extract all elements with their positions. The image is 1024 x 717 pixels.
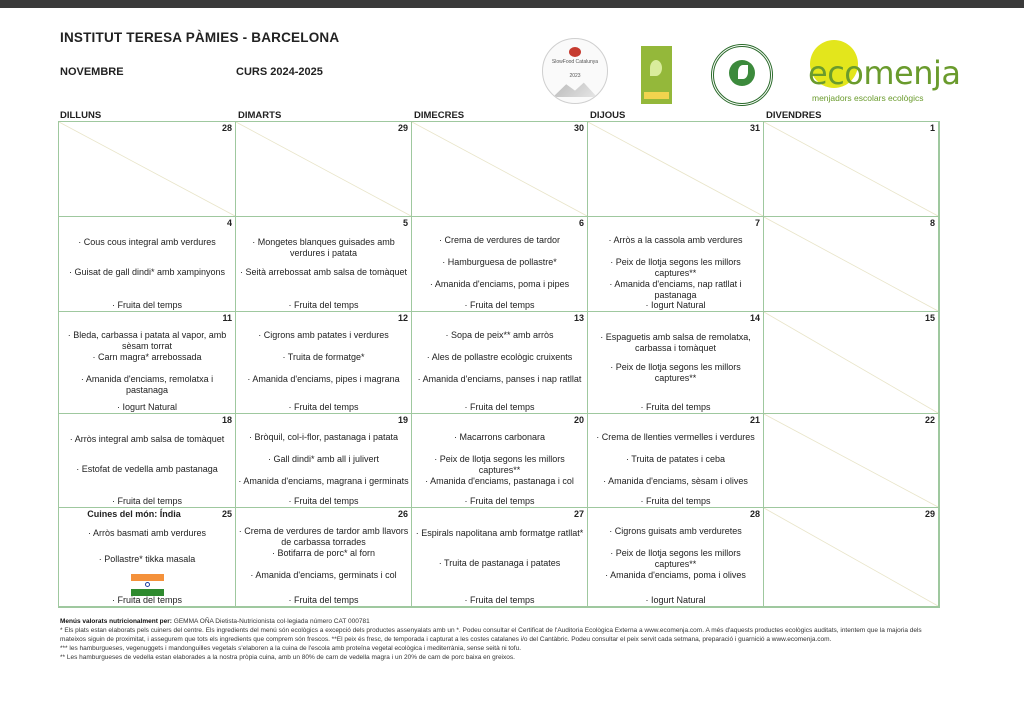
menu-dish: · Amanida d'enciams, remolatxa i pastanaga xyxy=(80,374,214,395)
day-cell xyxy=(59,122,236,217)
india-flag-icon xyxy=(131,574,164,596)
day-cell xyxy=(412,122,588,217)
menu-dish: · Crema de verdures de tardor xyxy=(438,235,561,245)
day-number: 19 xyxy=(397,415,408,425)
day-cell xyxy=(412,414,588,508)
menu-dish: · Amanida d'enciams, nap ratllat i pastanaga xyxy=(609,279,742,300)
menu-dish: · Fruita del temps xyxy=(288,595,359,605)
menu-dish: · Amanida d'enciams, germinats i col xyxy=(250,570,397,580)
menu-dish: · Fruita del temps xyxy=(111,595,183,605)
empty-day-diagonal xyxy=(412,122,587,216)
menu-dish: · Arròs basmati amb verdures xyxy=(87,528,207,538)
mountain-icon xyxy=(553,81,597,97)
ecomenja-tagline: menjadors escolars ecològics xyxy=(812,93,924,103)
day-number: 30 xyxy=(573,123,584,133)
menu-dish: · Fruita del temps xyxy=(111,496,183,506)
menu-dish: · Ales de pollastre ecològic cruixents xyxy=(426,352,573,362)
menu-dish: · Seità arrebossat amb salsa de tomàquet xyxy=(239,267,408,277)
day-number: 28 xyxy=(749,509,760,519)
menu-dish: · Espirals napolitana amb formatge ratllat* xyxy=(415,528,584,538)
day-number: 22 xyxy=(924,415,935,425)
day-cell xyxy=(236,217,412,312)
menu-dish: · Truita de formatge* xyxy=(282,352,365,362)
empty-day-diagonal xyxy=(588,122,763,216)
menu-dish: · Amanida d'enciams, poma i pipes xyxy=(429,279,570,289)
course-label: CURS 2024-2025 xyxy=(236,66,323,78)
day-cell xyxy=(412,312,588,414)
menu-dish: · Truita de pastanaga i patates xyxy=(438,558,561,568)
menu-dish: · Espaguetis amb salsa de remolatxa, carbassa i tomàquet xyxy=(600,332,751,353)
menu-dish: · Fruita del temps xyxy=(288,402,359,412)
day-number: 8 xyxy=(929,218,935,228)
menu-dish: · Estofat de vedella amb pastanaga xyxy=(76,464,218,474)
menu-dish: · Iogurt Natural xyxy=(116,402,178,412)
footer-notes xyxy=(60,617,940,662)
menu-dish: · Fruita del temps xyxy=(464,300,535,310)
leaf-icon xyxy=(650,60,662,76)
day-number: 29 xyxy=(397,123,408,133)
menu-dish: · Amanida d'enciams, sèsam i olives xyxy=(603,476,748,486)
school-title: INSTITUT TERESA PÀMIES - BARCELONA xyxy=(60,30,340,45)
day-number: 21 xyxy=(749,415,760,425)
menu-dish: · Peix de llotja segons les millors captures** xyxy=(610,548,741,569)
green-certification-logo xyxy=(641,46,672,104)
menu-dish: · Fruita del temps xyxy=(640,496,711,506)
day-number: 11 xyxy=(222,313,232,323)
footer-note-2: *** les hamburgueses, vegenuggets i mandonguilles vegetals s'elaboren a la cuina de l'escola amb proteïna vegetal ecològica i mediterrània, sense seità ni tofu. xyxy=(60,645,522,652)
day-header-thursday: DIJOUS xyxy=(590,110,626,121)
menu-calendar-grid xyxy=(58,121,940,608)
menu-dish: · Hamburguesa de pollastre* xyxy=(442,257,557,267)
day-cell xyxy=(236,312,412,414)
menu-dish: · Peix de llotja segons les millors captures** xyxy=(610,257,741,278)
menu-dish: · Mongetes blanques guisades amb verdures i patata xyxy=(252,237,395,258)
day-cell xyxy=(59,414,236,508)
day-header-wednesday: DIMECRES xyxy=(414,110,465,121)
menu-dish: · Botifarra de porc* al forn xyxy=(271,548,376,558)
menu-dish: · Cous cous integral amb verdures xyxy=(78,237,216,247)
day-number: 14 xyxy=(749,313,760,323)
menu-dish: · Peix de llotja segons les millors captures** xyxy=(434,454,565,475)
menu-dish: · Carn magra* arrebossada xyxy=(92,352,202,362)
menu-dish: · Bròquil, col-i-flor, pastanaga i patata xyxy=(248,432,399,442)
menu-dish: · Iogurt Natural xyxy=(645,300,706,310)
day-cell xyxy=(588,414,764,508)
viewer-top-bar xyxy=(0,0,1024,8)
empty-day-diagonal xyxy=(59,122,235,216)
menu-dish: · Bleda, carbassa i patata al vapor, amb sèsam torrat xyxy=(67,330,227,351)
day-cell xyxy=(59,312,236,414)
day-number: 27 xyxy=(573,509,584,519)
day-number: 1 xyxy=(929,123,935,133)
day-number: 20 xyxy=(573,415,584,425)
footer-note-1: * Els plats estan elaborats pels cuiners del centre. Els ingredients del menú són ecològics a excepció dels productes assenyalats amb un *. Podeu consultar el Certificat de l'Auditoria Ecològica Externa a www.ecomenja.com. A més d'aquests productes ecològics auditats, intentem que la majoria dels mateixos siguin de proximitat, i assegurem que tots els ingredients que comprem són frescos. **El peix és fresc, de temporada i capturat a les costes catalanes i/o del Cantàbric. Podeu consultar el peix servit cada setmana, preparació i guarnició a www.ecomenja.com. xyxy=(60,627,922,643)
menu-dish: · Crema de llenties vermelles i verdures xyxy=(596,432,755,442)
theme-label: Cuines del món: Índia xyxy=(87,509,181,519)
day-cell xyxy=(764,122,939,217)
ecomenja-wordmark: ecomenja xyxy=(808,54,961,92)
day-cell xyxy=(588,122,764,217)
menu-dish: · Fruita del temps xyxy=(111,300,183,310)
menu-dish: · Amanida d'enciams, magrana i germinats xyxy=(238,476,409,486)
footer-valorats xyxy=(60,617,940,626)
menu-dish: · Peix de llotja segons les millors captures** xyxy=(610,362,741,383)
day-header-friday: DIVENDRES xyxy=(766,110,822,121)
day-cell xyxy=(412,508,588,607)
menu-dish: · Gall dindi* amb all i julivert xyxy=(267,454,380,464)
menu-dish: · Crema de verdures de tardor amb llavors de carbassa torrades xyxy=(238,526,409,547)
day-cell xyxy=(764,414,939,508)
day-cell xyxy=(764,217,939,312)
day-cell xyxy=(764,312,939,414)
day-cell xyxy=(588,312,764,414)
menu-dish: · Amanida d'enciams, pastanaga i col xyxy=(425,476,574,486)
empty-day-diagonal xyxy=(764,312,938,413)
day-cell xyxy=(412,217,588,312)
menu-dish: · Arròs a la cassola amb verdures xyxy=(608,235,743,245)
day-cell xyxy=(59,217,236,312)
footer-valorats-label: Menús valorats nutricionalment per: xyxy=(60,618,172,625)
menu-dish: · Cigrons amb patates i verdures xyxy=(258,330,389,340)
menu-dish: · Macarrons carbonara xyxy=(453,432,546,442)
day-number: 15 xyxy=(924,313,935,323)
menu-dish: · Sopa de peix** amb arròs xyxy=(445,330,554,340)
day-number: 13 xyxy=(573,313,584,323)
day-header-monday: DILLUNS xyxy=(60,110,102,121)
slowfood-logo-text: SlowFood Catalunya xyxy=(551,59,599,65)
empty-day-diagonal xyxy=(764,217,938,311)
empty-day-diagonal xyxy=(764,122,938,216)
day-cell xyxy=(236,122,412,217)
menu-dish: · Amanida d'enciams, poma i olives xyxy=(605,570,746,580)
day-number: 12 xyxy=(397,313,408,323)
day-number: 25 xyxy=(221,509,232,519)
footer-note-3: ** Les hamburgueses de vedella estan elaborades a la nostra pròpia cuina, amb un 80% de carn de vedella magra i un 20% de carn de porc baixa en greixos. xyxy=(60,654,515,661)
day-number: 5 xyxy=(402,218,408,228)
snail-icon xyxy=(569,47,581,57)
badge-stripe xyxy=(644,92,669,99)
day-cell xyxy=(764,508,939,607)
empty-day-diagonal xyxy=(764,414,938,507)
day-number: 6 xyxy=(578,218,584,228)
leaf-icon xyxy=(738,65,748,79)
footer-valorats-text: GEMMA OÑA Dietista-Nutricionista col·legiada número CAT 000781 xyxy=(171,618,370,625)
eco-seal-logo xyxy=(711,44,773,106)
month-label: NOVEMBRE xyxy=(60,66,124,78)
day-number: 29 xyxy=(924,509,935,519)
day-cell xyxy=(236,414,412,508)
day-number: 28 xyxy=(221,123,232,133)
menu-dish: · Truita de patates i ceba xyxy=(625,454,726,464)
menu-dish: · Guisat de gall dindi* amb xampinyons xyxy=(68,267,226,277)
menu-dish: · Fruita del temps xyxy=(288,496,359,506)
menu-dish: · Fruita del temps xyxy=(464,402,535,412)
menu-dish: · Fruita del temps xyxy=(464,496,535,506)
menu-dish: · Iogurt Natural xyxy=(645,595,706,605)
menu-dish: · Fruita del temps xyxy=(288,300,359,310)
slowfood-logo-year: 2023 xyxy=(569,73,581,79)
day-cell xyxy=(236,508,412,607)
ecomenja-logo xyxy=(806,38,961,103)
menu-dish: · Amanida d'enciams, panses i nap ratllat xyxy=(417,374,582,384)
day-cell xyxy=(588,217,764,312)
menu-dish: · Arròs integral amb salsa de tomàquet xyxy=(69,434,225,444)
day-number: 18 xyxy=(221,415,232,425)
day-number: 31 xyxy=(749,123,760,133)
day-number: 4 xyxy=(226,218,232,228)
day-cell xyxy=(59,508,236,607)
menu-dish: · Amanida d'enciams, pipes i magrana xyxy=(247,374,400,384)
slowfood-logo xyxy=(542,38,608,104)
day-header-tuesday: DIMARTS xyxy=(238,110,282,121)
day-number: 7 xyxy=(754,218,760,228)
menu-dish: · Fruita del temps xyxy=(464,595,535,605)
menu-dish: · Cigrons guisats amb verduretes xyxy=(609,526,742,536)
empty-day-diagonal xyxy=(764,508,938,606)
empty-day-diagonal xyxy=(236,122,411,216)
menu-dish: · Fruita del temps xyxy=(640,402,711,412)
day-number: 26 xyxy=(397,509,408,519)
day-cell xyxy=(588,508,764,607)
menu-dish: · Pollastre* tikka masala xyxy=(98,554,196,564)
